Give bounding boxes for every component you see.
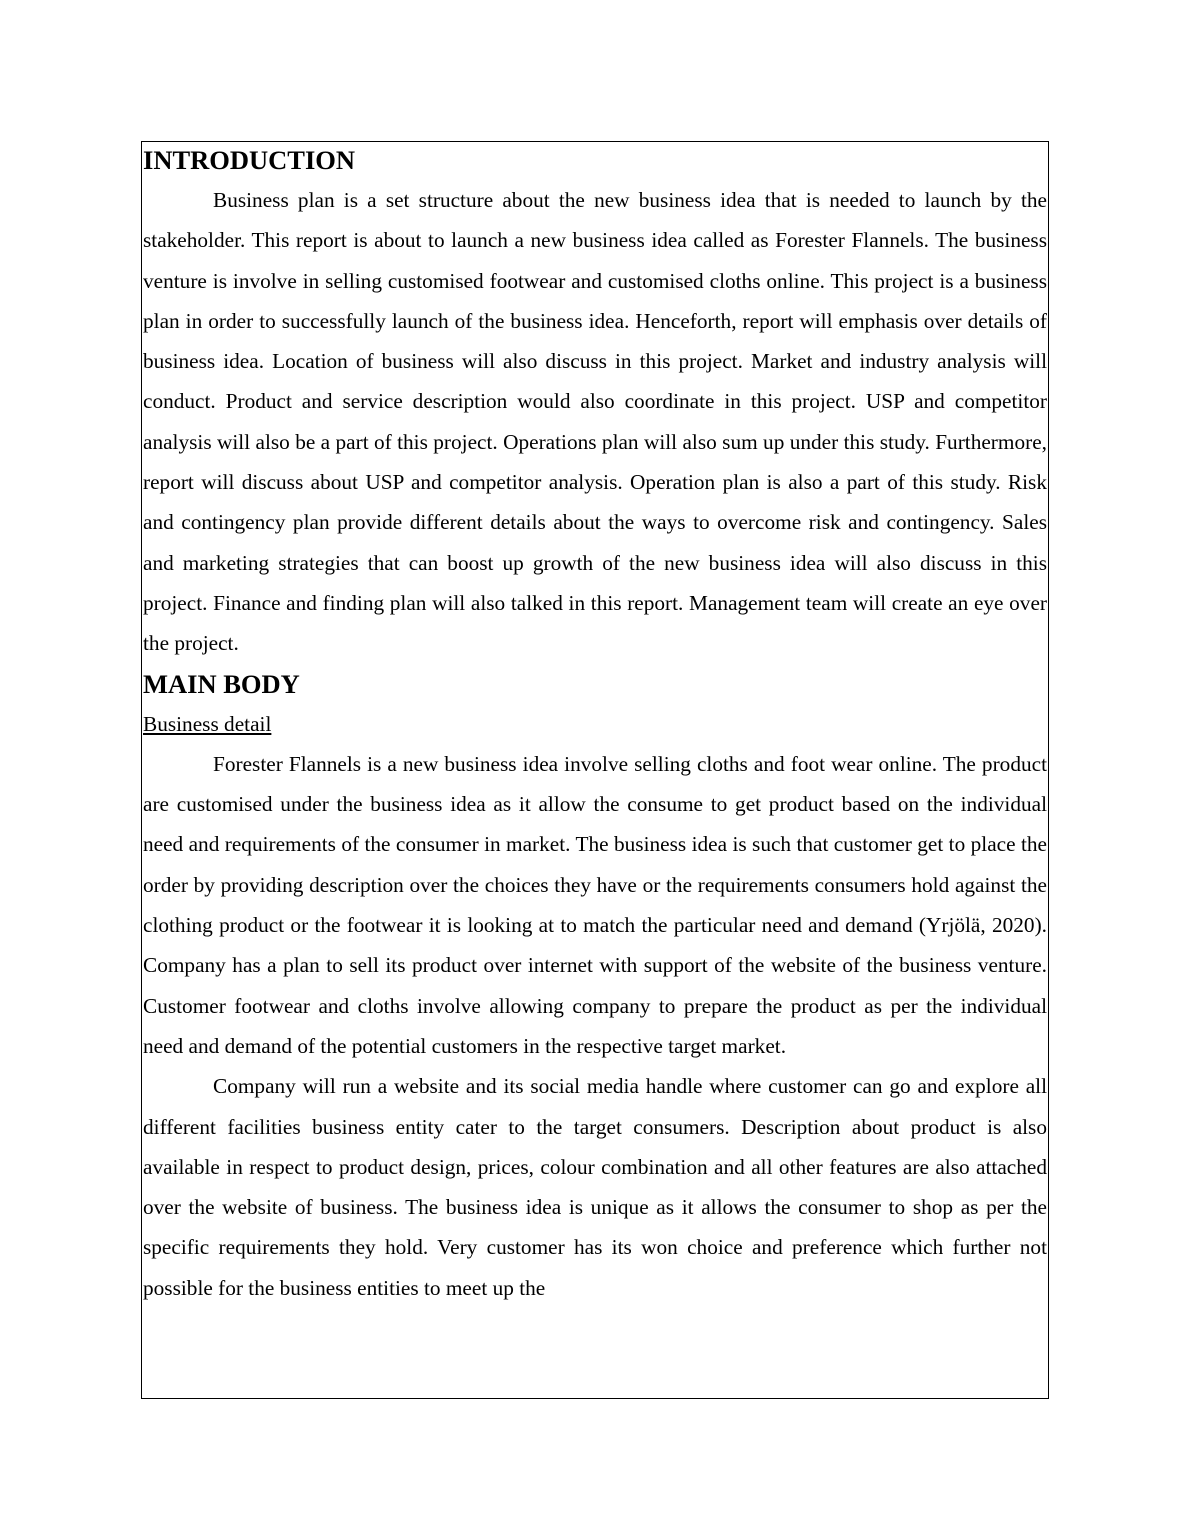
business-detail-subheading: Business detail [143,711,272,736]
business-detail-paragraph-1: Forester Flannels is a new business idea involve selling cloths and foot wear online. The product are customised under the business idea as it allow the consume to get product based on the individual need and requirements of the consumer in market. The business idea is such that customer get to place the order by providing description over the choices they have or the requirements consumers hold against the clothing product or the footwear it is looking at to match the particular need and demand (Yrjölä, 2020). Company has a plan to sell its product over internet with support of the website of the business venture. Customer footwear and cloths involve allowing company to prepare the product as per the individual need and demand of the potential customers in the respective target market. [143,751,1047,1058]
business-detail-paragraph-2: Company will run a website and its social media handle where customer can go and explore all different facilities business entity cater to the target consumers. Description about product is also available in respect to product design, prices, colour combination and all other features are also attached over the website of business. The business idea is unique as it allows the consumer to shop as per the specific requirements they hold. Very customer has its won choice and preference which further not possible for the business entities to meet up the [143,1074,1047,1300]
introduction-heading: INTRODUCTION [143,145,356,175]
main-body-heading: MAIN BODY [143,668,300,699]
document-content [143,142,1047,1308]
introduction-paragraph: Business plan is a set structure about the new business idea that is needed to launch by the stakeholder. This report is about to launch a new business idea called as Forester Flannels. The business venture is involve in selling customised footwear and customised cloths online. This project is a business plan in order to successfully launch of the business idea. Henceforth, report will emphasis over details of business idea. Location of business will also discuss in this project. Market and industry analysis will conduct. Product and service description would also coordinate in this project. USP and competitor analysis will also be a part of this project. Operations plan will also sum up under this study. Furthermore, report will discuss about USP and competitor analysis. Operation plan is also a part of this study. Risk and contingency plan provide different details about the ways to overcome risk and contingency. Sales and marketing strategies that can boost up growth of the new business idea will also discuss in this project. Finance and finding plan will also talked in this report. Management team will create an eye over the project. [143,188,1047,656]
page-frame [141,141,1049,1399]
